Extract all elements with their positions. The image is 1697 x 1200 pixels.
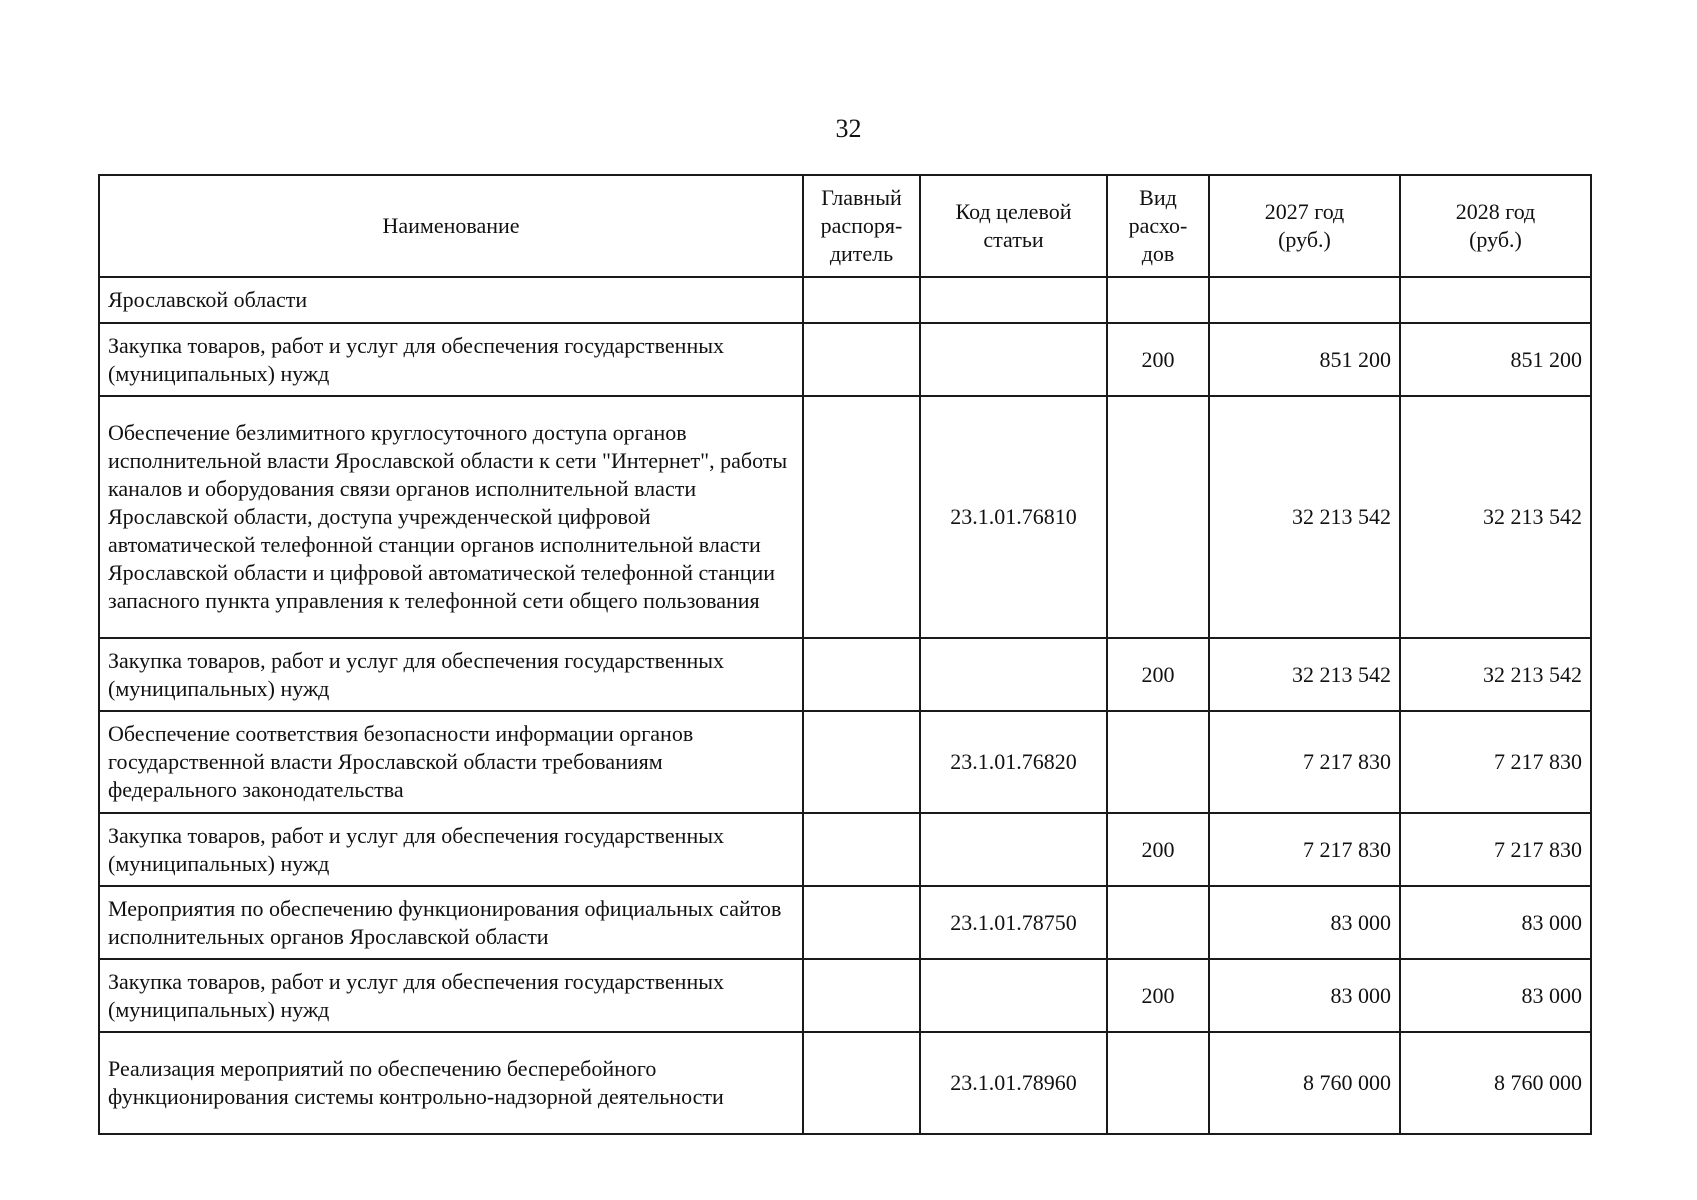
row-expense-type: 200 xyxy=(1107,813,1209,886)
row-name: Закупка товаров, работ и услуг для обеспечения государственных (муниципальных) нужд xyxy=(99,323,803,396)
row-main-manager xyxy=(803,886,920,959)
header-target-code xyxy=(920,175,1107,277)
row-name: Реализация мероприятий по обеспечению бесперебойного функционирования системы контрольно-надзорной деятельности xyxy=(99,1032,803,1134)
row-year-2028: 32 213 542 xyxy=(1400,396,1591,638)
row-main-manager xyxy=(803,323,920,396)
table-row xyxy=(99,886,1591,959)
row-main-manager xyxy=(803,959,920,1032)
table-header-row xyxy=(99,175,1591,277)
row-name: Мероприятия по обеспечению функционирования официальных сайтов исполнительных органов Ярославской области xyxy=(99,886,803,959)
table-row xyxy=(99,323,1591,396)
row-main-manager xyxy=(803,277,920,323)
header-year-2027 xyxy=(1209,175,1400,277)
budget-table xyxy=(98,174,1592,1135)
row-target-code xyxy=(920,638,1107,711)
row-target-code: 23.1.01.76820 xyxy=(920,711,1107,813)
header-main-manager xyxy=(803,175,920,277)
row-year-2028: 7 217 830 xyxy=(1400,813,1591,886)
row-target-code xyxy=(920,813,1107,886)
table-row xyxy=(99,396,1591,638)
table-row xyxy=(99,711,1591,813)
row-year-2027: 83 000 xyxy=(1209,886,1400,959)
header-year-2028-line-1: 2028 год xyxy=(1455,199,1536,224)
row-name: Обеспечение соответствия безопасности информации органов государственной власти Ярославской области требованиям федерального законодательства xyxy=(99,711,803,813)
row-year-2027: 32 213 542 xyxy=(1209,638,1400,711)
table-row xyxy=(99,959,1591,1032)
row-year-2027: 83 000 xyxy=(1209,959,1400,1032)
row-main-manager xyxy=(803,638,920,711)
row-year-2028: 32 213 542 xyxy=(1400,638,1591,711)
row-year-2027: 851 200 xyxy=(1209,323,1400,396)
header-year-2027-line-2: (руб.) xyxy=(1278,227,1331,252)
row-expense-type xyxy=(1107,1032,1209,1134)
header-main-manager-line-3: дитель xyxy=(829,241,894,266)
row-expense-type xyxy=(1107,277,1209,323)
row-year-2027 xyxy=(1209,277,1400,323)
table-row xyxy=(99,1032,1591,1134)
header-target-code-line-1: Код целевой xyxy=(955,199,1072,224)
row-year-2027: 7 217 830 xyxy=(1209,711,1400,813)
row-target-code xyxy=(920,959,1107,1032)
header-expense-type xyxy=(1107,175,1209,277)
table-row xyxy=(99,813,1591,886)
header-main-manager-line-1: Главный xyxy=(821,185,902,210)
row-year-2028: 83 000 xyxy=(1400,959,1591,1032)
header-target-code-line-2: статьи xyxy=(983,227,1044,252)
row-target-code xyxy=(920,277,1107,323)
row-name: Ярославской области xyxy=(99,277,803,323)
row-name: Обеспечение безлимитного круглосуточного доступа органов исполнительной власти Ярославской области к сети "Интернет", работы каналов и оборудования связи органов исполнительной власти Ярославской области, доступа учрежденческой цифровой автоматической телефонной станции органов исполнительной власти Ярославской области и цифровой автоматической телефонной станции запасного пункта управления к телефонной сети общего пользования xyxy=(99,396,803,638)
row-year-2027: 7 217 830 xyxy=(1209,813,1400,886)
row-main-manager xyxy=(803,396,920,638)
row-year-2027: 32 213 542 xyxy=(1209,396,1400,638)
header-expense-type-line-1: Вид xyxy=(1139,185,1177,210)
header-main-manager-line-2: распоря- xyxy=(820,213,903,238)
row-expense-type xyxy=(1107,711,1209,813)
header-expense-type-line-2: расхо- xyxy=(1128,213,1188,238)
page-number: 32 xyxy=(835,114,862,143)
row-expense-type: 200 xyxy=(1107,323,1209,396)
table-row xyxy=(99,277,1591,323)
row-expense-type xyxy=(1107,396,1209,638)
header-year-2028 xyxy=(1400,175,1591,277)
row-year-2028: 83 000 xyxy=(1400,886,1591,959)
row-expense-type: 200 xyxy=(1107,959,1209,1032)
header-year-2027-line-1: 2027 год xyxy=(1264,199,1345,224)
row-name: Закупка товаров, работ и услуг для обеспечения государственных (муниципальных) нужд xyxy=(99,959,803,1032)
header-name: Наименование xyxy=(99,175,803,277)
row-main-manager xyxy=(803,1032,920,1134)
row-name: Закупка товаров, работ и услуг для обеспечения государственных (муниципальных) нужд xyxy=(99,813,803,886)
row-main-manager xyxy=(803,813,920,886)
table-row xyxy=(99,638,1591,711)
row-target-code: 23.1.01.76810 xyxy=(920,396,1107,638)
row-expense-type xyxy=(1107,886,1209,959)
row-target-code: 23.1.01.78750 xyxy=(920,886,1107,959)
row-target-code xyxy=(920,323,1107,396)
row-target-code: 23.1.01.78960 xyxy=(920,1032,1107,1134)
row-main-manager xyxy=(803,711,920,813)
row-year-2027: 8 760 000 xyxy=(1209,1032,1400,1134)
row-expense-type: 200 xyxy=(1107,638,1209,711)
row-name: Закупка товаров, работ и услуг для обеспечения государственных (муниципальных) нужд xyxy=(99,638,803,711)
header-year-2028-line-2: (руб.) xyxy=(1469,227,1522,252)
row-year-2028: 8 760 000 xyxy=(1400,1032,1591,1134)
row-year-2028: 7 217 830 xyxy=(1400,711,1591,813)
row-year-2028 xyxy=(1400,277,1591,323)
row-year-2028: 851 200 xyxy=(1400,323,1591,396)
header-expense-type-line-3: дов xyxy=(1141,241,1175,266)
